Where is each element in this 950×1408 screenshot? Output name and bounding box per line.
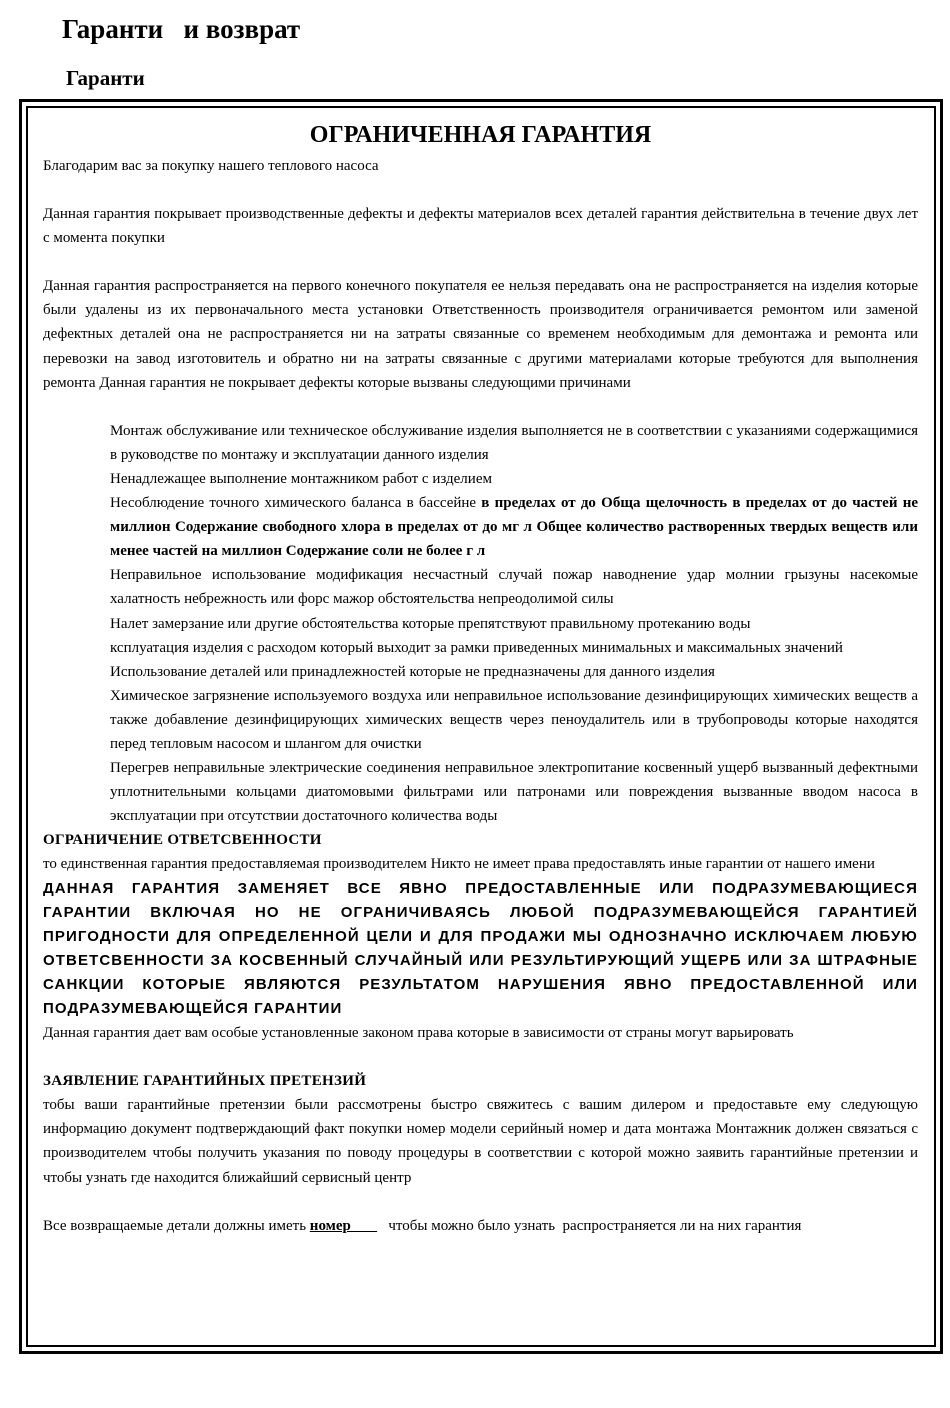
liability-heading: ОГРАНИЧЕНИЕ ОТВЕТСВЕННОСТИ — [43, 832, 322, 849]
list-item: Ненадлежащее выполнение монтажником работ с изделием — [110, 470, 492, 487]
list-item-text: Несоблюдение точного химического баланса в бассейне — [110, 495, 477, 512]
scope-paragraph: Данная гарантия распространяется на первого конечного покупателя ее нельзя передавать она не распространяется на изделия которые были удалены из их первоначального места установки Ответственность производителя ограничивается ремонтом или заменой дефектных деталей она не распространяется ни на затраты связанные со временем необходимым для демонтажа и ремонта или перевозки на завод изготовитель и обратно ни на затраты связанные с другими материалами которые требуются для выполнения ремонта Данная гарантия не покрывает дефекты которые вызваны следующими причинами — [43, 278, 918, 391]
list-item: Налет замерзание или другие обстоятельства которые препятствуют правильному протеканию воды — [110, 615, 751, 632]
disclaimer-block: ДАННАЯ ГАРАНТИЯ ЗАМЕНЯЕТ ВСЕ ЯВНО ПРЕДОСТАВЛЕННЫЕ ИЛИ ПОДРАЗУМЕВАЮЩИЕСЯ ГАРАНТИИ ВКЛЮЧАЯ НО НЕ ОГРАНИЧИВАЯСЬ ЛЮБОЙ ПОДРАЗУМЕВАЮЩЕЙСЯ ГАРАНТИЕЙ ПРИГОДНОСТИ ДЛЯ ОПРЕДЕЛЕННОЙ ЦЕЛИ И ДЛЯ ПРОДАЖИ МЫ ОДНОЗНАЧНО ИСКЛЮЧАЕМ ЛЮБУЮ ОТВЕТСВЕННОСТИ ЗА КОСВЕННЫЙ СЛУЧАЙНЫЙ ИЛИ РЕЗУЛЬТИРУЮЩИЙ УЩЕРБ ИЛИ ЗА ШТРАФНЫЕ САНКЦИИ КОТОРЫЕ ЯВЛЯЮТСЯ РЕЗУЛЬТАТОМ НАРУШЕНИЯ ЯВНО ПРЕДОСТАВЛЕННОЙ ИЛИ ПОДРАЗУМЕВАЮЩЕЙСЯ ГАРАНТИИ — [43, 879, 918, 1017]
spacer — [43, 395, 918, 419]
coverage-paragraph: Данная гарантия покрывает производственные дефекты и дефекты материалов всех деталей гарантия действительна в течение двух лет с момента покупки — [43, 206, 918, 247]
thanks-text: Благодарим вас за покупку нашего теплового насоса — [43, 158, 379, 174]
warranty-document — [43, 118, 918, 1238]
list-item: Монтаж обслуживание или техническое обслуживание изделия выполняется не в соответствии с указаниями содержащимися в руководстве по монтажу и эксплуатации данного изделия — [110, 422, 918, 463]
list-item: Химическое загрязнение используемого воздуха или неправильное использование дезинфицирующих химических веществ а также добавление дезинфицирующих химических веществ через пеноудалитель или в трубопроводы которые находятся перед тепловым насосом и шлангом для очистки — [110, 687, 918, 752]
spacer — [43, 178, 918, 202]
document-title: ОГРАНИЧЕННАЯ ГАРАНТИЯ — [309, 122, 652, 148]
return-text-end: чтобы можно было узнать распространяется ли на них гарантия — [377, 1217, 802, 1234]
return-text — [43, 1214, 918, 1238]
spacer — [43, 250, 918, 274]
return-text-start: Все возвращаемые детали должны иметь — [43, 1217, 310, 1234]
spacer — [43, 1045, 918, 1069]
claims-heading: ЗАЯВЛЕНИЕ ГАРАНТИЙНЫХ ПРЕТЕНЗИЙ — [43, 1073, 367, 1090]
list-item — [110, 491, 918, 563]
liability-text: то единственная гарантия предоставляемая производителем Никто не имеет права предоставлять иные гарантии от нашего имени — [43, 856, 875, 873]
list-item: ксплуатация изделия с расходом который выходит за рамки приведенных минимальных и максимальных значений — [110, 639, 843, 656]
rights-text: Данная гарантия дает вам особые установленные законом права которые в зависимости от страны могут варьировать — [43, 1025, 794, 1042]
list-item: Использование деталей или принадлежностей которые не предназначены для данного изделия — [110, 663, 715, 680]
number-field: номер — [309, 1217, 378, 1234]
spacer — [43, 1190, 918, 1214]
list-item: Перегрев неправильные электрические соединения неправильное электропитание косвенный ущерб вызванный дефектными уплотнительными кольцами диатомовыми фильтрами или патронами или повреждения вызванные вводом насоса в эксплуатации при отсутствии достаточного количества воды — [110, 760, 918, 825]
claims-text: тобы ваши гарантийные претензии были рассмотрены быстро свяжитесь с вашим дилером и предоставьте ему следующую информацию документ подтверждающий факт покупки номер модели серийный номер и дата монтажа Монтажник должен связаться с производителем чтобы получить указания по поводу процедуры в соответствии с которой можно заявить гарантийные претензии и чтобы узнать где находится ближайший сервисный центр — [43, 1097, 918, 1186]
exclusions-list — [43, 419, 918, 829]
list-item: Неправильное использование модификация несчастный случай пожар наводнение удар молнии грызуны насекомые халатность небрежность или форс мажор обстоятельства непреодолимой силы — [110, 567, 918, 608]
page-heading: Гаранти и возврат — [62, 14, 301, 44]
chemistry-limits: в пределах от до Обща щелочность в пределах от до частей не миллион Содержание свободного хлора в пределах от до мг л Общее количество растворенных твердых веществ или менее частей на миллион Содержание соли не более г л — [110, 495, 918, 560]
section-heading: Гаранти — [66, 66, 145, 90]
